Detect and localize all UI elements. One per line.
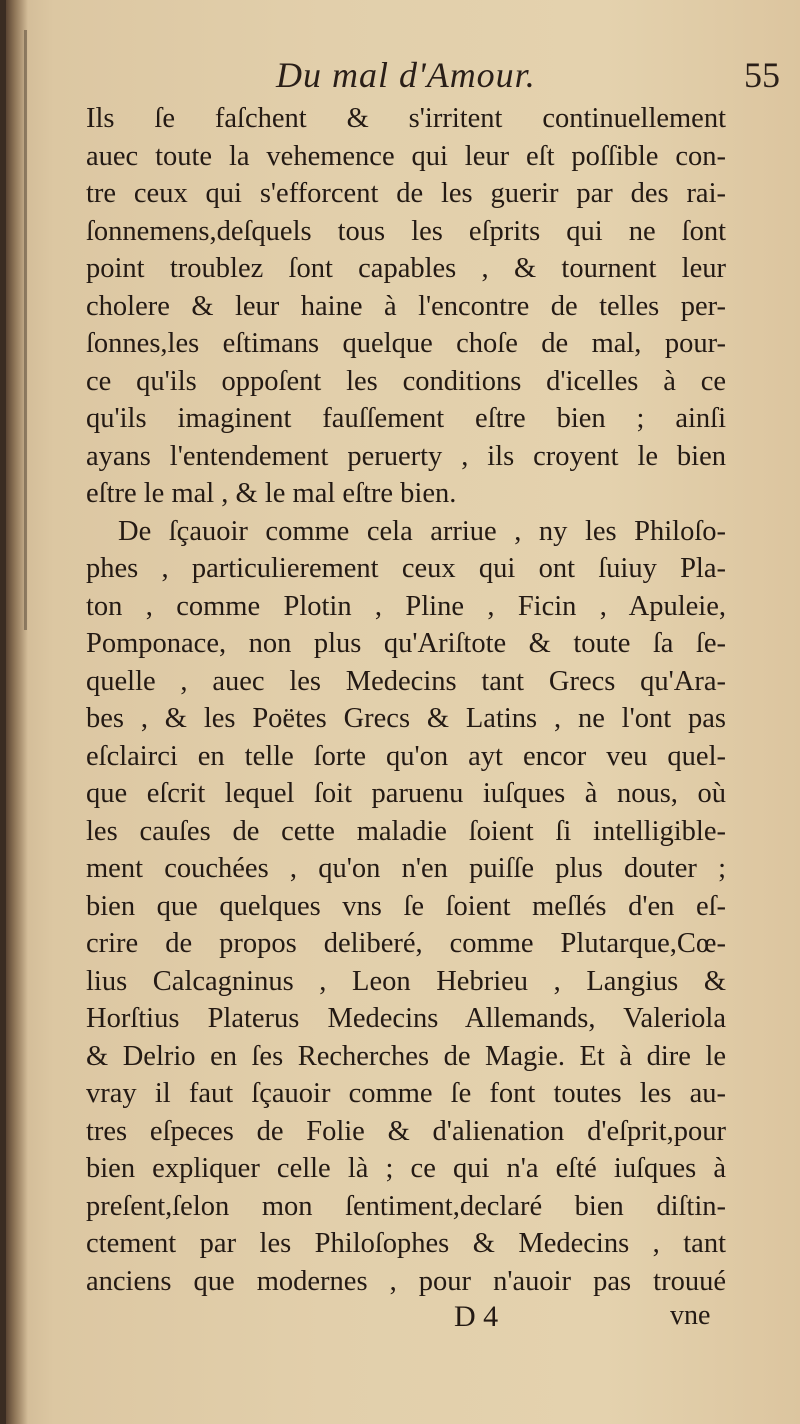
text-line: tres eſpeces de Folie & d'alienation d'eſprit,pour <box>86 1115 726 1147</box>
catchword: vne <box>670 1300 711 1331</box>
text-line: tre ceux qui s'efforcent de les guerir par des rai- <box>86 178 726 209</box>
body-text <box>86 100 726 1300</box>
gutter-shadow <box>24 30 27 630</box>
page-number: 55 <box>744 55 780 95</box>
text-line: preſent,ſelon mon ſentiment,declaré bien diſtin- <box>86 1190 726 1222</box>
text-line: lius Calcagninus , Leon Hebrieu , Langius & <box>86 965 726 997</box>
text-line: point troublez ſont capables , & tournent leur <box>86 253 726 284</box>
text-line: ſonnes,les eſtimans quelque choſe de mal, pour- <box>86 328 726 359</box>
text-line: bien expliquer celle là ; ce qui n'a eſté iuſques à <box>86 1153 726 1184</box>
text-line: Horſtius Platerus Medecins Allemands, Valeriola <box>86 1003 726 1034</box>
text-line: vray il faut ſçauoir comme ſe font toutes les au- <box>86 1078 726 1109</box>
text-line: crire de propos deliberé, comme Plutarque,Cœ- <box>86 928 726 959</box>
text-line: ment couchées , qu'on n'en puiſſe plus douter ; <box>86 853 726 884</box>
text-line: bes , & les Poëtes Grecs & Latins , ne l'ont pas <box>86 703 726 734</box>
running-title: Du mal d'Amour. <box>276 55 536 95</box>
text-line: ctement par les Philoſophes & Medecins , tant <box>86 1228 726 1259</box>
text-line: De ſçauoir comme cela arriue , ny les Philoſo- <box>118 515 726 547</box>
text-line: ſonnemens,deſquels tous les eſprits qui ne ſont <box>86 215 726 247</box>
text-line: eſclairci en telle ſorte qu'on ayt encor veu quel- <box>86 740 726 772</box>
text-line: ce qu'ils oppoſent les conditions d'icelles à ce <box>86 365 726 397</box>
page-header <box>6 50 800 100</box>
text-line: Ils ſe faſchent & s'irritent continuellement <box>86 103 726 134</box>
text-line: auec toute la vehemence qui leur eſt poſſible con- <box>86 140 726 172</box>
text-line: cholere & leur haine à l'encontre de telles per- <box>86 290 726 322</box>
paragraph-2 <box>86 513 726 1301</box>
signature-mark: D 4 <box>454 1300 499 1333</box>
text-line: qu'ils imaginent fauſſement eſtre bien ; ainſi <box>86 403 726 434</box>
paragraph-1 <box>86 100 726 513</box>
text-line: phes , particulierement ceux qui ont ſuiuy Pla- <box>86 553 726 584</box>
text-line: anciens que modernes , pour n'auoir pas trouué <box>86 1265 726 1297</box>
text-line: & Delrio en ſes Recherches de Magie. Et à dire le <box>86 1040 726 1072</box>
text-line: quelle , auec les Medecins tant Grecs qu'Ara- <box>86 665 726 697</box>
text-line: eſtre le mal , & le mal eſtre bien. <box>86 478 457 509</box>
text-line: bien que quelques vns ſe ſoient meſlés d'en eſ- <box>86 890 726 922</box>
text-line: que eſcrit lequel ſoit paruenu iuſques à nous, où <box>86 778 726 809</box>
text-line: ton , comme Plotin , Pline , Ficin , Apuleie, <box>86 590 726 622</box>
text-line: les cauſes de cette maladie ſoient ſi intelligible- <box>86 815 726 847</box>
book-page <box>6 0 800 1424</box>
text-line: ayans l'entendement peruerty , ils croyent le bien <box>86 440 726 472</box>
text-line: Pomponace, non plus qu'Ariſtote & toute ſa ſe- <box>86 628 726 659</box>
